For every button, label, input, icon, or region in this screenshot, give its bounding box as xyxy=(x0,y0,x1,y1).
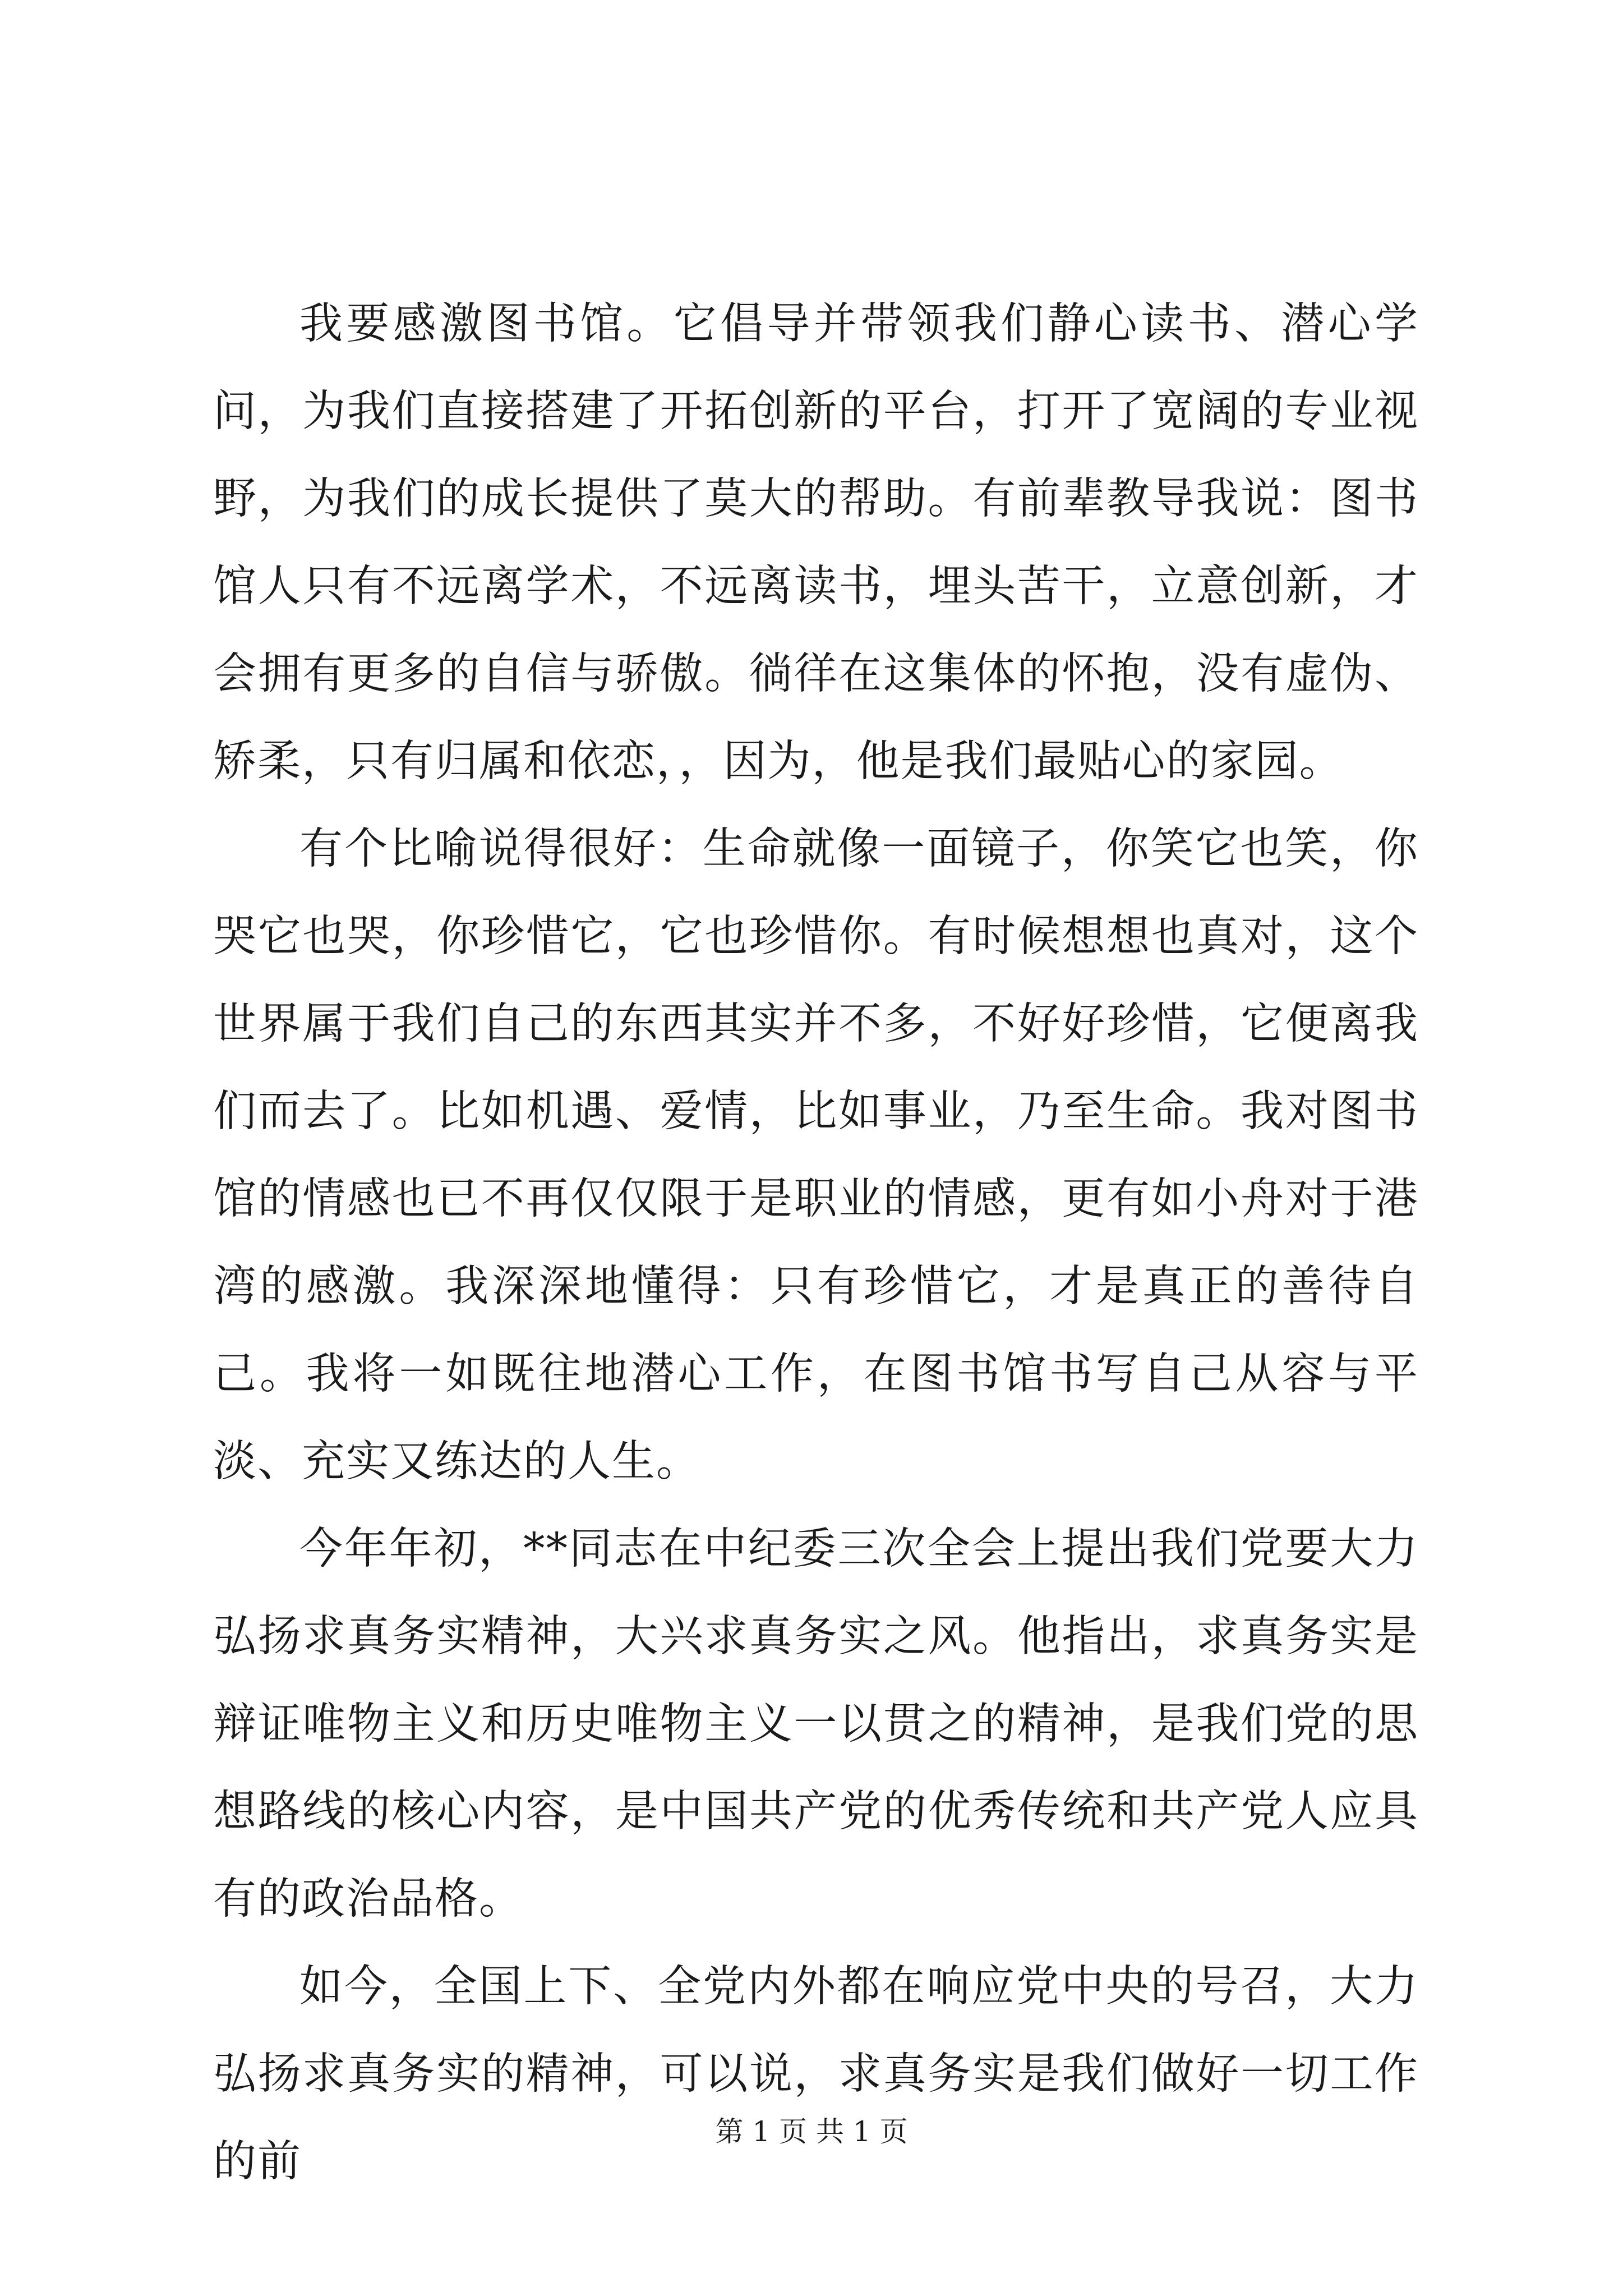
document-body xyxy=(213,280,1419,2206)
paragraph-life-mirror: 有个比喻说得很好：生命就像一面镜子，你笑它也笑，你哭它也哭，你珍惜它，它也珍惜你。有时候想想也真对，这个世界属于我们自己的东西其实并不多，不好好珍惜，它便离我们而去了。比如机遇、爱情，比如事业，乃至生命。我对图书馆的情感也已不再仅仅限于是职业的情感，更有如小舟对于港湾的感激。我深深地懂得：只有珍惜它，才是真正的善待自己。我将一如既往地潜心工作，在图书馆书写自己从容与平淡、充实又练达的人生。 xyxy=(213,824,1419,1487)
paragraph-truth-seeking: 今年年初，**同志在中纪委三次全会上提出我们党要大力弘扬求真务实精神，大兴求真务实之风。他指出，求真务实是辩证唯物主义和历史唯物主义一以贯之的精神，是我们党的思想路线的核心内容，是中国共产党的优秀传统和共产党人应具有的政治品格。 xyxy=(213,1524,1419,1924)
paragraph-nationwide-response: 如今，全国上下、全党内外都在响应党中央的号召，大力弘扬求真务实的精神，可以说，求真务实是我们做好一切工作的前 xyxy=(213,1962,1419,2187)
page-footer: 第 1 页 共 1 页 xyxy=(715,2115,908,2148)
paragraph-library-gratitude: 我要感激图书馆。它倡导并带领我们静心读书、潜心学问，为我们直接搭建了开拓创新的平台，打开了宽阔的专业视野，为我们的成长提供了莫大的帮助。有前辈教导我说：图书馆人只有不远离学术，不远离读书，埋头苦干，立意创新，才会拥有更多的自信与骄傲。徜徉在这集体的怀抱，没有虚伪、矫柔，只有归属和依恋，，因为，他是我们最贴心的家园。 xyxy=(213,299,1419,786)
